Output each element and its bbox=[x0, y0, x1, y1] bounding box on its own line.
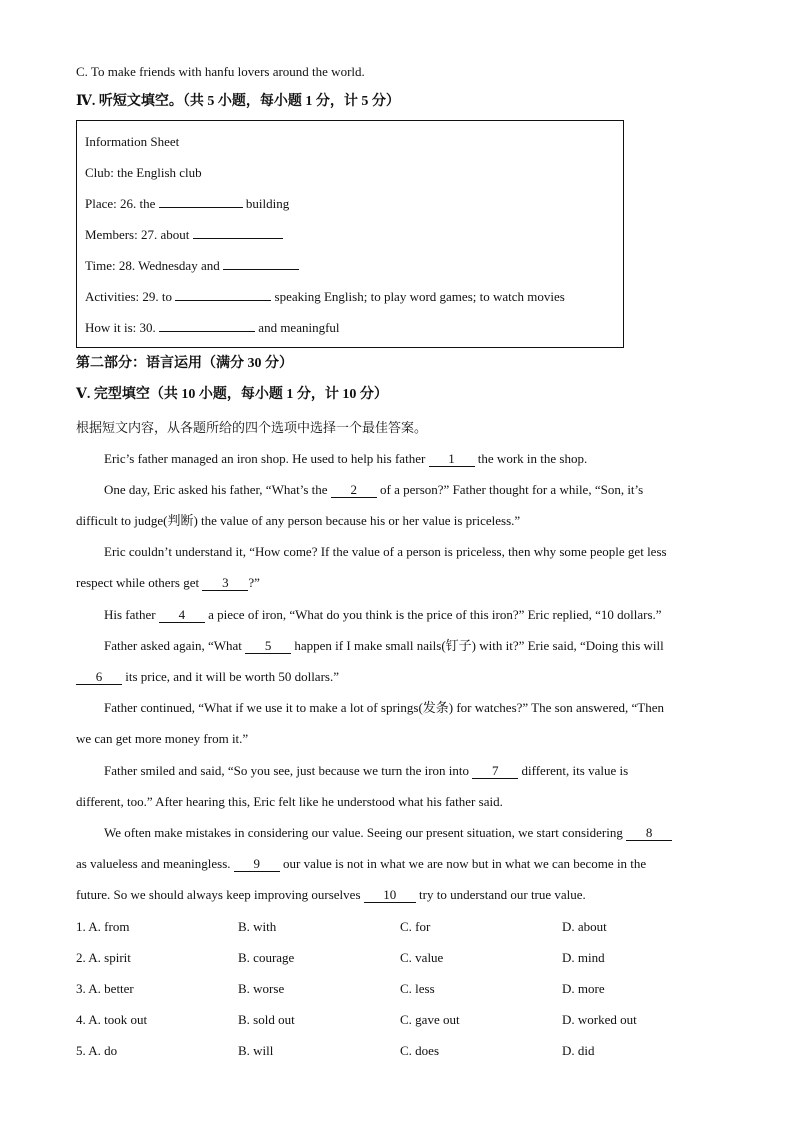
sheet-time bbox=[85, 258, 299, 274]
option-2-b[interactable]: B. courage bbox=[238, 950, 295, 965]
blank-29[interactable] bbox=[175, 300, 271, 301]
passage-text: future. So we should always keep improving ourselves bbox=[76, 887, 361, 902]
option-1-b[interactable]: B. with bbox=[238, 919, 277, 934]
passage-text: happen if I make small nails(钉子) with it?” Erie said, “Doing this will bbox=[294, 638, 664, 653]
blank-28[interactable] bbox=[223, 269, 299, 270]
sheet-members bbox=[85, 227, 283, 243]
passage-text: different, its value is bbox=[521, 763, 629, 778]
instructions: 根据短文内容，从各题所给的四个选项中选择一个最佳答案。 bbox=[76, 420, 428, 435]
how-suffix: and meaningful bbox=[258, 320, 340, 335]
passage-text: the work in the shop. bbox=[477, 451, 588, 466]
passage-line: Eric couldn’t understand it, “How come? If the value of a person is priceless, then why some people get less bbox=[104, 544, 667, 559]
blank-27[interactable] bbox=[193, 238, 283, 239]
sheet-activities bbox=[85, 289, 565, 305]
option-4-b[interactable]: B. sold out bbox=[238, 1012, 295, 1027]
how-label: How it is: 30. bbox=[85, 320, 156, 335]
option-5-d[interactable]: D. did bbox=[562, 1043, 595, 1058]
sheet-how bbox=[85, 320, 340, 336]
passage-text: respect while others get bbox=[76, 575, 200, 590]
members-label: Members: 27. about bbox=[85, 227, 190, 242]
activities-label: Activities: 29. to bbox=[85, 289, 173, 304]
passage-text: its price, and it will be worth 50 dollars.” bbox=[125, 669, 339, 684]
passage-text: His father bbox=[104, 607, 156, 622]
passage-text: We often make mistakes in considering our value. Seeing our present situation, we start considering bbox=[104, 825, 623, 840]
passage-text: try to understand our true value. bbox=[419, 887, 586, 902]
information-sheet bbox=[76, 120, 624, 348]
passage-line bbox=[104, 638, 664, 654]
blank-7[interactable]: 7 bbox=[472, 764, 518, 779]
place-suffix: building bbox=[245, 196, 290, 211]
option-4-c[interactable]: C. gave out bbox=[400, 1012, 460, 1027]
passage-line bbox=[76, 856, 646, 872]
passage-line: Father continued, “What if we use it to make a lot of springs(发条) for watches?” The son answered, “Then bbox=[104, 700, 665, 715]
passage-text: ?” bbox=[248, 575, 260, 590]
passage-line bbox=[104, 763, 628, 779]
passage-text: Father asked again, “What bbox=[104, 638, 242, 653]
option-3-c[interactable]: C. less bbox=[400, 981, 435, 996]
passage-text: Father smiled and said, “So you see, just because we turn the iron into bbox=[104, 763, 470, 778]
part-2-title: 第二部分：语言运用（满分 30 分） bbox=[76, 356, 293, 371]
blank-5[interactable]: 5 bbox=[245, 639, 291, 654]
option-3-a[interactable]: 3. A. better bbox=[76, 981, 134, 996]
passage-line bbox=[104, 482, 643, 498]
sheet-club: Club: the English club bbox=[85, 165, 202, 180]
sheet-title: Information Sheet bbox=[85, 134, 180, 149]
option-3-d[interactable]: D. more bbox=[562, 981, 605, 996]
option-2-a[interactable]: 2. A. spirit bbox=[76, 950, 131, 965]
blank-8[interactable]: 8 bbox=[626, 826, 672, 841]
passage-text: Eric’s father managed an iron shop. He used to help his father bbox=[104, 451, 426, 466]
blank-9[interactable]: 9 bbox=[234, 857, 280, 872]
option-5-a[interactable]: 5. A. do bbox=[76, 1043, 118, 1058]
blank-1[interactable]: 1 bbox=[429, 452, 475, 467]
option-4-a[interactable]: 4. A. took out bbox=[76, 1012, 148, 1027]
passage-line bbox=[76, 669, 339, 685]
passage-text: One day, Eric asked his father, “What’s the bbox=[104, 482, 328, 497]
option-1-d[interactable]: D. about bbox=[562, 919, 607, 934]
passage-text: our value is not in what we are now but in what we can become in the bbox=[283, 856, 647, 871]
passage-line: difficult to judge(判断) the value of any person because his or her value is priceless.” bbox=[76, 513, 521, 528]
section-5-title: Ⅴ. 完型填空（共 10 小题，每小题 1 分，计 10 分） bbox=[76, 387, 388, 402]
passage-line bbox=[104, 451, 587, 467]
blank-2[interactable]: 2 bbox=[331, 483, 377, 498]
passage-text: as valueless and meaningless. bbox=[76, 856, 231, 871]
blank-4[interactable]: 4 bbox=[159, 608, 205, 623]
time-label: Time: 28. Wednesday and bbox=[85, 258, 220, 273]
blank-26[interactable] bbox=[159, 207, 243, 208]
passage-line bbox=[76, 887, 586, 903]
blank-30[interactable] bbox=[159, 331, 255, 332]
section-4-title: Ⅳ. 听短文填空。（共 5 小题，每小题 1 分，计 5 分） bbox=[76, 94, 400, 109]
option-1-a[interactable]: 1. A. from bbox=[76, 919, 130, 934]
option-1-c[interactable]: C. for bbox=[400, 919, 431, 934]
blank-3[interactable]: 3 bbox=[202, 576, 248, 591]
passage-text: a piece of iron, “What do you think is the price of this iron?” Eric replied, “10 dollars.” bbox=[208, 607, 662, 622]
option-5-b[interactable]: B. will bbox=[238, 1043, 274, 1058]
sheet-place bbox=[85, 196, 289, 212]
option-5-c[interactable]: C. does bbox=[400, 1043, 439, 1058]
place-label: Place: 26. the bbox=[85, 196, 156, 211]
option-2-d[interactable]: D. mind bbox=[562, 950, 605, 965]
option-3-b[interactable]: B. worse bbox=[238, 981, 285, 996]
activities-suffix: speaking English; to play word games; to watch movies bbox=[274, 289, 565, 304]
passage-line: we can get more money from it.” bbox=[76, 731, 249, 746]
blank-6[interactable]: 6 bbox=[76, 670, 122, 685]
option-2-c[interactable]: C. value bbox=[400, 950, 444, 965]
passage-text: of a person?” Father thought for a while, “Son, it’s bbox=[380, 482, 644, 497]
option-4-d[interactable]: D. worked out bbox=[562, 1012, 637, 1027]
blank-10[interactable]: 10 bbox=[364, 888, 416, 903]
option-c-text: C. To make friends with hanfu lovers around the world. bbox=[76, 64, 365, 79]
passage-line bbox=[104, 825, 672, 841]
passage-line bbox=[104, 607, 662, 623]
passage-line: different, too.” After hearing this, Eric felt like he understood what his father said. bbox=[76, 794, 503, 809]
passage-line bbox=[76, 575, 260, 591]
